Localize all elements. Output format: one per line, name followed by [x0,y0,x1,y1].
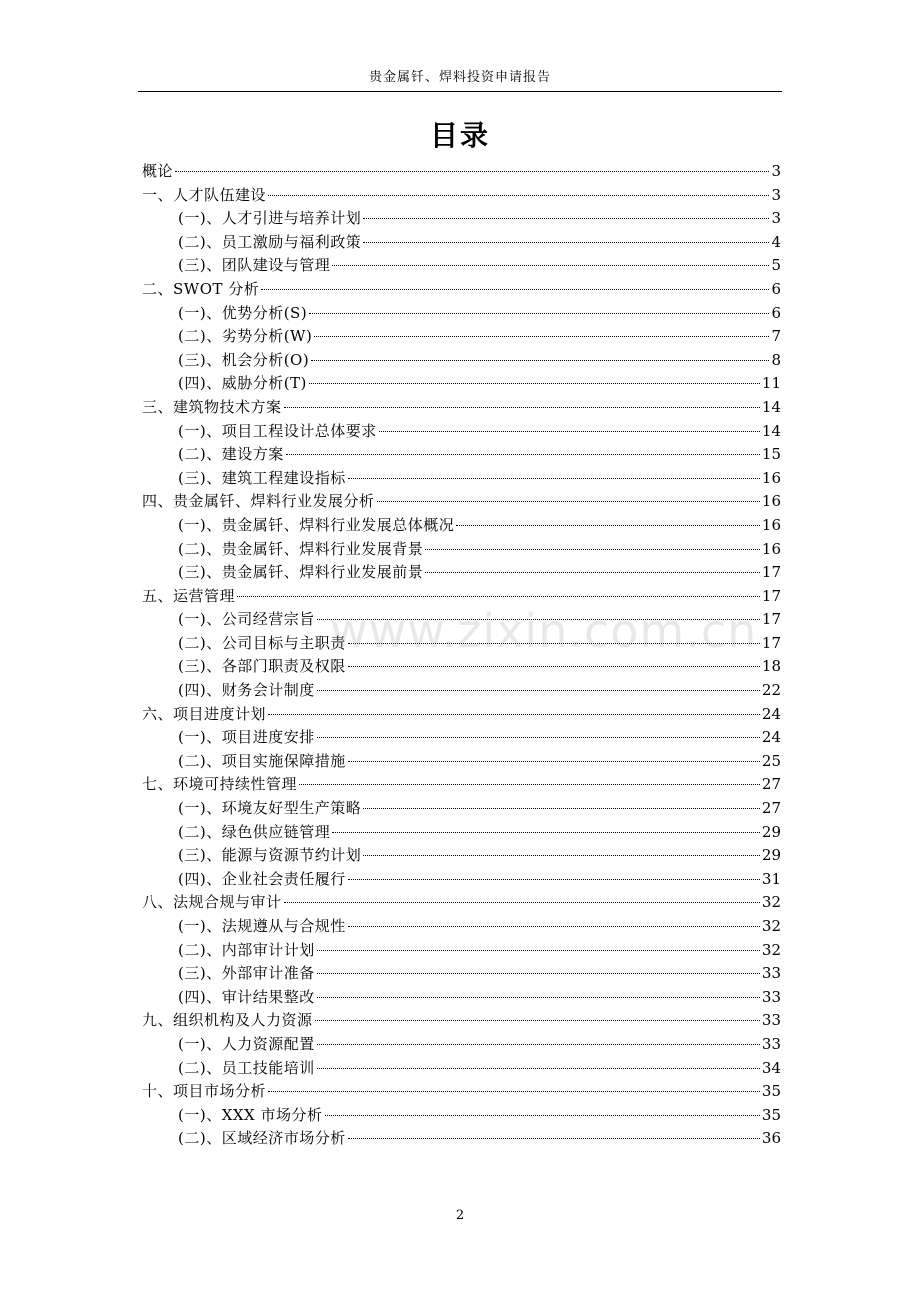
toc-dot-leader [425,572,760,573]
toc-dot-leader [268,1091,760,1092]
toc-entry-page: 29 [761,846,781,865]
toc-entry[interactable] [142,420,781,444]
toc-entry[interactable] [142,207,781,231]
toc-dot-leader [348,879,760,880]
toc-dot-leader [348,478,760,479]
toc-entry[interactable] [142,891,781,915]
toc-entry[interactable] [142,986,781,1010]
toc-entry-label: (一)、贵金属钎、焊料行业发展总体概况 [178,515,455,534]
toc-entry-label: (三)、建筑工程建设指标 [178,468,346,487]
table-of-contents [142,160,781,1151]
toc-entry-page: 29 [761,822,781,841]
toc-entry-page: 18 [761,657,781,676]
toc-entry-page: 22 [761,681,781,700]
toc-entry[interactable] [142,160,781,184]
toc-entry-label: 一、人才队伍建设 [142,185,267,204]
toc-entry-page: 5 [771,256,781,275]
toc-entry-page: 34 [761,1058,781,1077]
toc-entry-page: 17 [761,563,781,582]
toc-dot-leader [348,1138,760,1139]
toc-dot-leader [175,171,769,172]
toc-entry[interactable] [142,1009,781,1033]
toc-dot-leader [363,808,760,809]
toc-dot-leader [286,454,760,455]
toc-entry[interactable] [142,184,781,208]
toc-dot-leader [317,973,760,974]
toc-entry-page: 17 [761,633,781,652]
toc-entry-label: (三)、外部审计准备 [178,964,315,983]
toc-entry-page: 7 [771,327,781,346]
toc-entry-page: 35 [761,1082,781,1101]
toc-entry-page: 31 [761,869,781,888]
toc-entry-label: (一)、人才引进与培养计划 [178,209,362,228]
toc-entry[interactable] [142,349,781,373]
toc-entry-label: 六、项目进度计划 [142,704,267,723]
toc-entry[interactable] [142,372,781,396]
toc-entry-label: (一)、优势分析(S) [178,303,308,322]
toc-entry[interactable] [142,726,781,750]
toc-entry-label: 三、建筑物技术方案 [142,397,282,416]
toc-entry-page: 27 [761,799,781,818]
toc-entry-page: 33 [761,1034,781,1053]
toc-entry-label: (二)、贵金属钎、焊料行业发展背景 [178,539,424,558]
toc-entry-page: 3 [771,185,781,204]
toc-entry[interactable] [142,467,781,491]
toc-entry[interactable] [142,750,781,774]
toc-entry[interactable] [142,231,781,255]
toc-entry-page: 4 [771,232,781,251]
toc-entry-page: 14 [761,421,781,440]
toc-entry-label: (一)、公司经营宗旨 [178,610,315,629]
toc-dot-leader [261,289,769,290]
page-number: 2 [455,1208,465,1223]
toc-dot-leader [317,1044,760,1045]
toc-entry-label: 九、组织机构及人力资源 [142,1011,313,1030]
toc-entry-page: 6 [771,303,781,322]
toc-entry-label: (二)、绿色供应链管理 [178,822,331,841]
toc-dot-leader [377,501,760,502]
toc-dot-leader [284,902,760,903]
toc-dot-leader [309,383,760,384]
toc-entry[interactable] [142,561,781,585]
toc-entry[interactable] [142,1127,781,1151]
toc-entry-page: 32 [761,893,781,912]
toc-entry-label: (一)、法规遵从与合规性 [178,917,346,935]
toc-entry[interactable] [142,278,781,302]
toc-entry-label: (三)、各部门职责及权限 [178,657,346,676]
toc-dot-leader [317,950,760,951]
toc-dot-leader [311,360,769,361]
toc-entry-page: 25 [761,751,781,770]
toc-entry[interactable] [142,844,781,868]
toc-dot-leader [317,690,760,691]
toc-entry-page: 3 [771,162,781,180]
toc-entry[interactable] [142,915,781,939]
toc-entry[interactable] [142,703,781,727]
toc-dot-leader [456,525,760,526]
toc-entry[interactable] [142,325,781,349]
toc-entry[interactable] [142,608,781,632]
toc-entry-page: 27 [761,775,781,794]
toc-dot-leader [348,926,760,927]
toc-entry-page: 33 [761,964,781,983]
toc-entry[interactable] [142,632,781,656]
toc-entry-page: 32 [761,940,781,959]
toc-entry-label: 五、运营管理 [142,586,236,605]
header-divider [138,91,782,92]
toc-entry-label: (二)、项目实施保障措施 [178,751,346,770]
toc-dot-leader [325,1115,760,1116]
toc-entry[interactable] [142,490,781,514]
toc-entry-label: (二)、劣势分析(W) [178,327,313,346]
toc-entry-label: (四)、企业社会责任履行 [178,869,346,888]
watermark: www.zixin.com.cn [330,604,758,658]
toc-entry[interactable] [142,585,781,609]
toc-title: 目录 [429,119,490,152]
toc-entry[interactable] [142,797,781,821]
toc-entry-label: (二)、内部审计计划 [178,940,315,959]
toc-dot-leader [315,1020,760,1021]
toc-entry[interactable] [142,443,781,467]
toc-entry-page: 33 [761,987,781,1006]
toc-entry-page: 24 [761,704,781,723]
toc-entry[interactable] [142,939,781,963]
toc-entry-page: 16 [761,515,781,534]
toc-entry-page: 11 [761,374,781,393]
toc-entry-label: (四)、财务会计制度 [178,681,315,700]
toc-entry-page: 36 [761,1129,781,1148]
toc-entry-page: 15 [761,445,781,464]
toc-entry-page: 16 [761,492,781,511]
toc-dot-leader [332,265,769,266]
toc-entry[interactable] [142,962,781,986]
toc-entry-label: 概论 [142,162,174,180]
toc-entry-label: (一)、环境友好型生产策略 [178,799,362,818]
toc-entry-label: (三)、贵金属钎、焊料行业发展前景 [178,563,424,582]
toc-dot-leader [379,431,760,432]
toc-entry-label: (二)、建设方案 [178,445,284,464]
toc-entry-label: 二、SWOT 分析 [142,279,260,298]
toc-dot-leader [317,1068,760,1069]
toc-dot-leader [363,218,769,219]
toc-entry-label: (二)、员工激励与福利政策 [178,232,362,251]
toc-dot-leader [317,997,760,998]
toc-dot-leader [363,855,760,856]
toc-dot-leader [317,619,760,620]
toc-dot-leader [268,195,769,196]
toc-entry-page: 17 [761,586,781,605]
toc-entry-label: (一)、项目工程设计总体要求 [178,421,377,440]
toc-entry-label: 七、环境可持续性管理 [142,775,298,794]
toc-dot-leader [348,761,760,762]
toc-entry[interactable] [142,1104,781,1128]
toc-dot-leader [348,666,760,667]
toc-dot-leader [317,737,760,738]
toc-entry-page: 14 [761,397,781,416]
toc-entry-label: (四)、审计结果整改 [178,987,315,1006]
toc-entry-label: (一)、人力资源配置 [178,1034,315,1053]
toc-entry[interactable] [142,1080,781,1104]
toc-entry-page: 24 [761,728,781,747]
toc-entry-label: 四、贵金属钎、焊料行业发展分析 [142,492,375,511]
toc-entry[interactable] [142,868,781,892]
toc-dot-leader [309,313,769,314]
toc-entry-page: 33 [761,1011,781,1030]
toc-entry[interactable] [142,514,781,538]
toc-entry-page: 6 [771,279,781,298]
toc-entry-label: (二)、区域经济市场分析 [178,1129,346,1148]
toc-entry-label: (一)、项目进度安排 [178,728,315,747]
toc-entry-label: (二)、员工技能培训 [178,1058,315,1077]
toc-entry-page: 17 [761,610,781,629]
toc-dot-leader [314,336,769,337]
toc-dot-leader [348,643,760,644]
toc-entry-page: 32 [761,917,781,935]
toc-entry[interactable] [142,679,781,703]
toc-entry[interactable] [142,1033,781,1057]
toc-entry-page: 3 [771,209,781,228]
toc-entry[interactable] [142,538,781,562]
toc-dot-leader [284,407,760,408]
toc-entry[interactable] [142,655,781,679]
toc-entry-label: (三)、机会分析(O) [178,350,310,369]
toc-entry-label: (一)、XXX 市场分析 [178,1105,323,1124]
toc-dot-leader [425,549,760,550]
running-header: 贵金属钎、焊料投资申请报告 [368,70,551,85]
toc-entry[interactable] [142,773,781,797]
toc-entry[interactable] [142,302,781,326]
toc-entry[interactable] [142,1057,781,1081]
toc-entry-label: (三)、团队建设与管理 [178,256,331,275]
toc-entry-label: 十、项目市场分析 [142,1082,267,1101]
toc-entry-page: 8 [771,350,781,369]
toc-dot-leader [237,596,760,597]
toc-dot-leader [363,242,769,243]
toc-entry-label: (四)、威胁分析(T) [178,374,307,393]
toc-entry-label: (二)、公司目标与主职责 [178,633,346,652]
toc-dot-leader [299,784,760,785]
toc-entry[interactable] [142,821,781,845]
toc-entry-page: 16 [761,468,781,487]
toc-entry-page: 35 [761,1105,781,1124]
toc-entry-label: (三)、能源与资源节约计划 [178,846,362,865]
toc-entry[interactable] [142,396,781,420]
toc-dot-leader [332,832,760,833]
toc-entry-page: 16 [761,539,781,558]
toc-entry[interactable] [142,254,781,278]
toc-dot-leader [268,714,760,715]
toc-entry-label: 八、法规合规与审计 [142,893,282,912]
